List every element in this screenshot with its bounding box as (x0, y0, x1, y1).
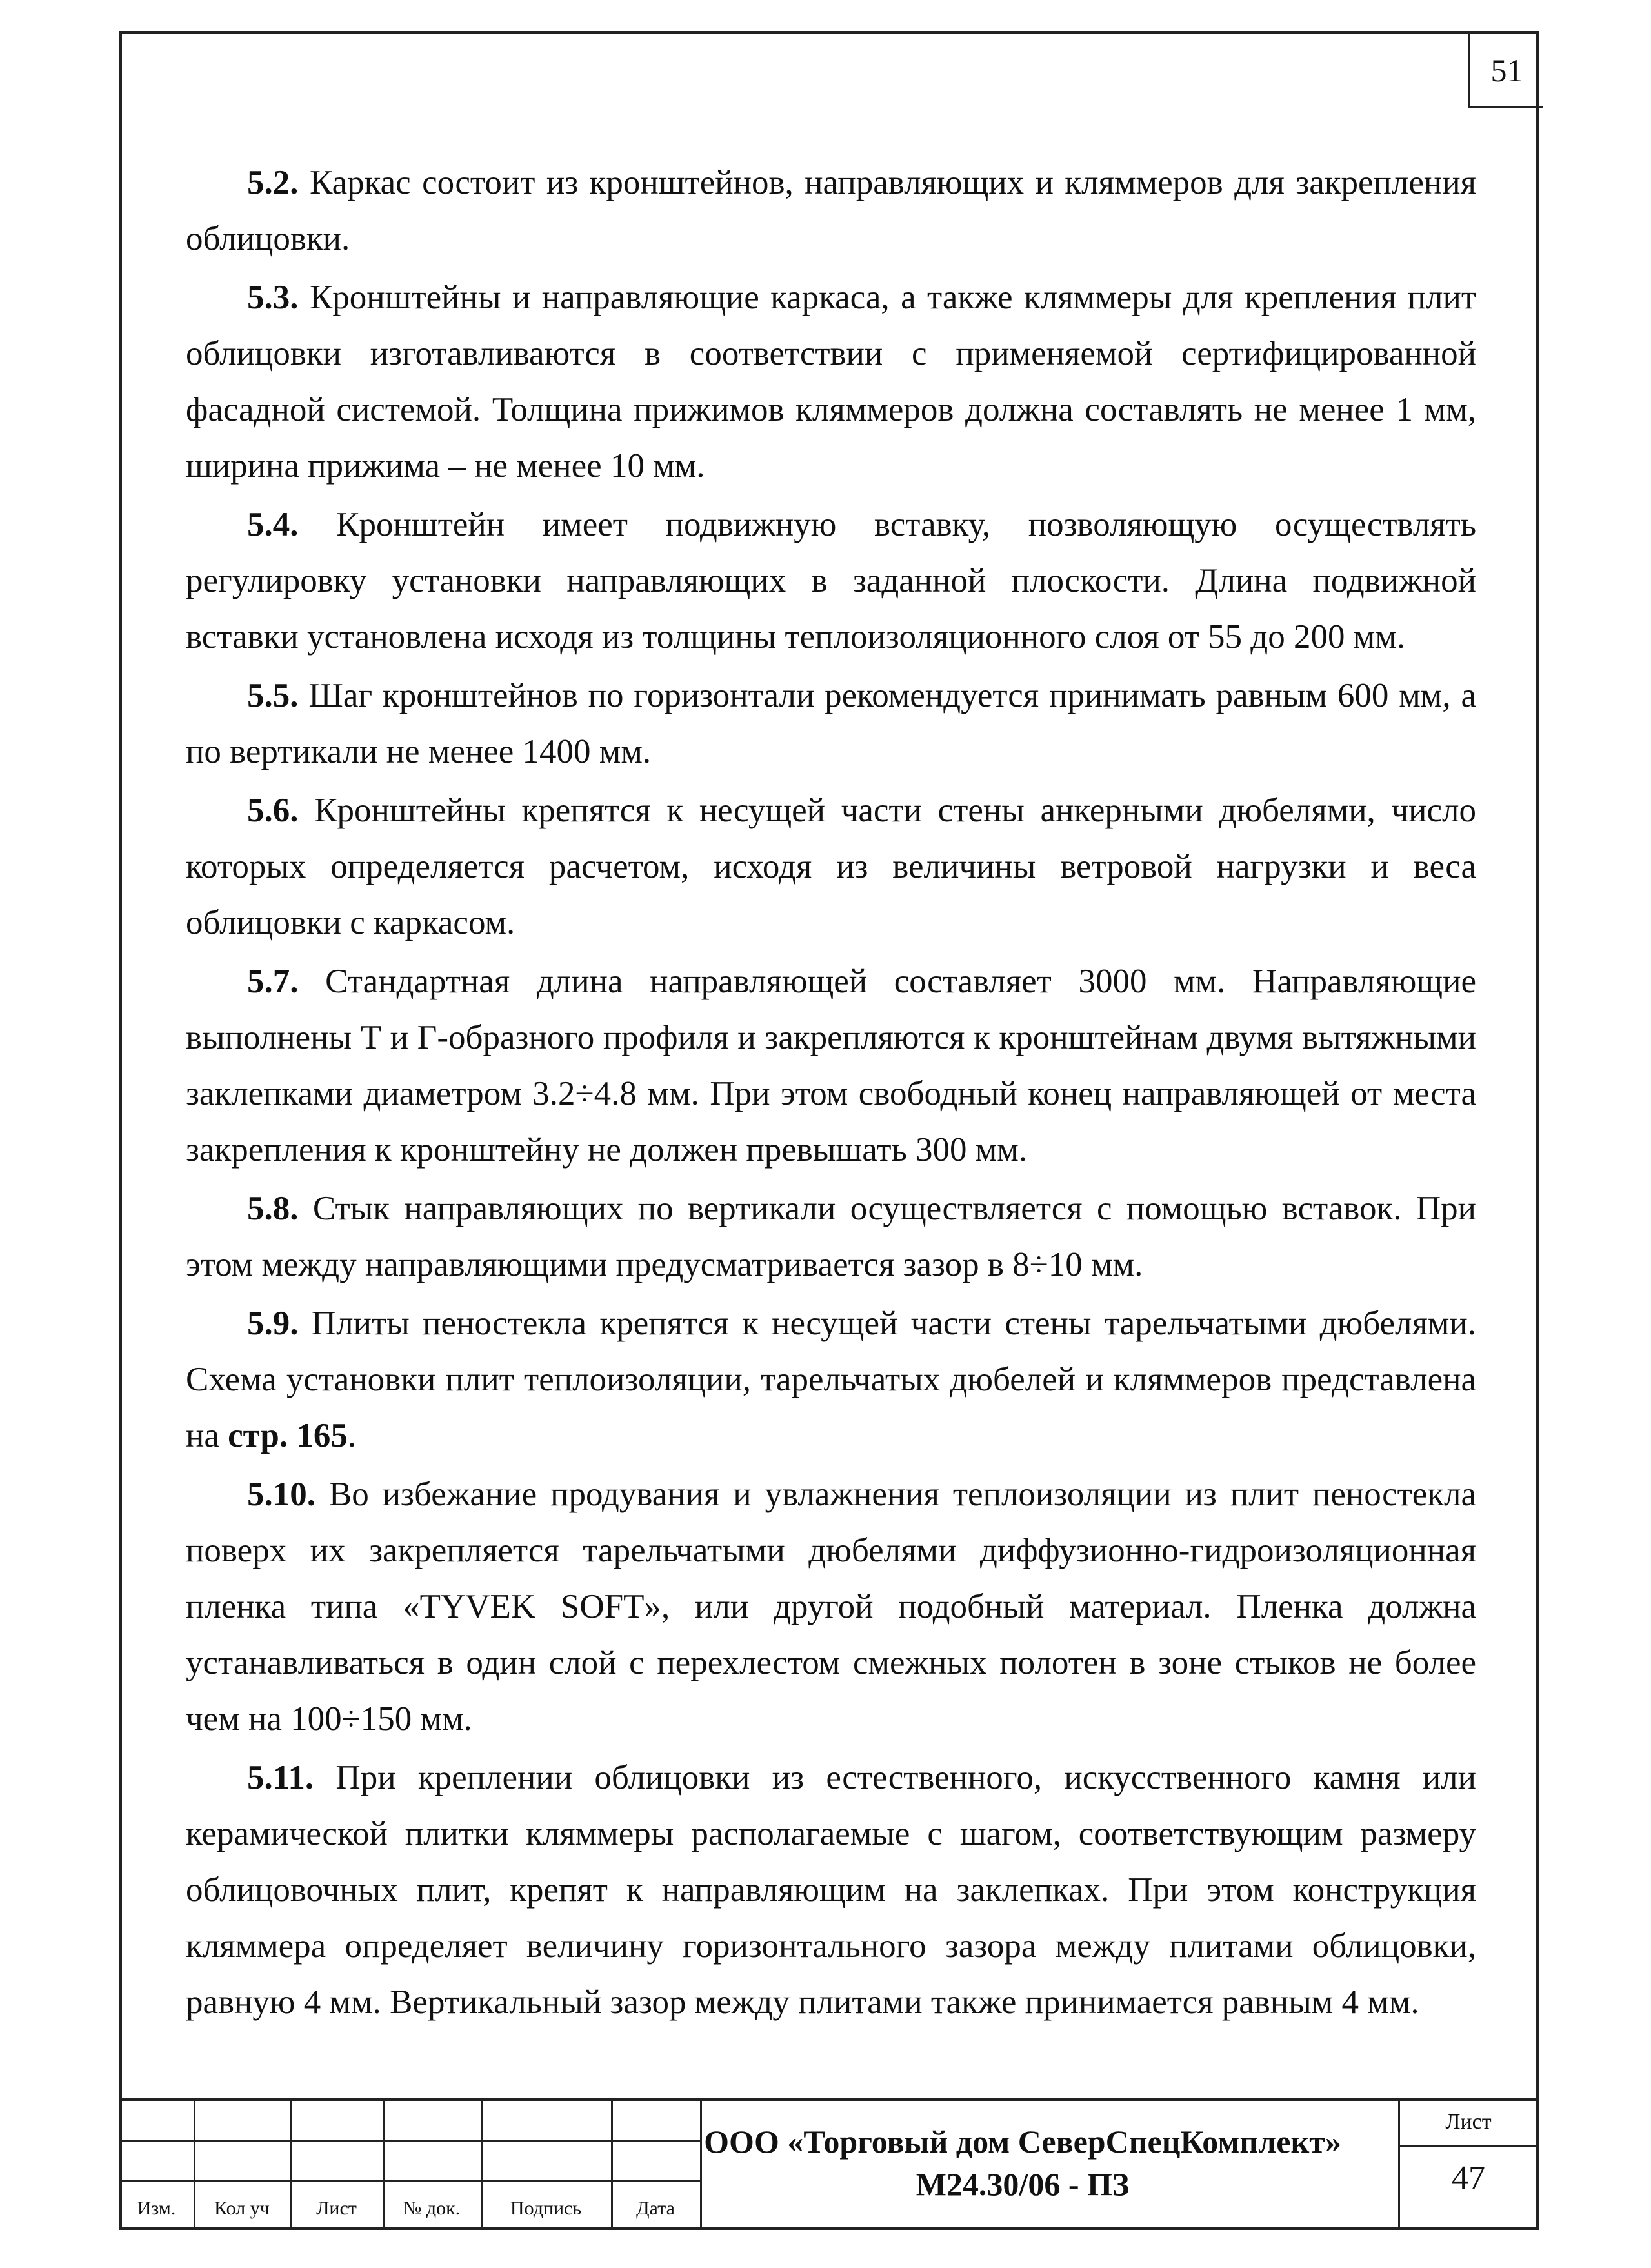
paragraph-5-6 (186, 783, 1476, 951)
grid-line (119, 2140, 700, 2142)
title-block (119, 2098, 1539, 2230)
clause-text: При креплении облицовки из естественного, искусственного камня или керамической плитки кляммеры располагаемые с шагом, соответствующим размеру облицовочных плит, крепят к направляющим на заклепках. При этом конструкция кляммера определяет величину горизонтального зазора между плитами облицовки, равную 4 мм. Вертикальный зазор между плитами также принимается равным 4 мм. (186, 1759, 1476, 2021)
document-code: М24.30/06 - ПЗ (916, 2166, 1130, 2202)
clause-number: 5.11. (247, 1759, 314, 1796)
clause-text: Плиты пеностекла крепятся к несущей части стены тарельчатыми дюбелями. Схема установки плит теплоизоляции, тарельчатых дюбелей и кляммеров представлена на (186, 1305, 1476, 1454)
clause-text: Стандартная длина направляющей составляет 3000 мм. Направляющие выполнены Т и Г-образного профиля и закрепляются к кронштейнам двумя вытяжными заклепками диаметром 3.2÷4.8 мм. При этом свободный конец направляющей от места закрепления к кронштейну не должен превышать 300 мм. (186, 963, 1476, 1169)
clause-number: 5.8. (247, 1190, 299, 1227)
clause-text: Кронштейн имеет подвижную вставку, позволяющую осуществлять регулировку установки направляющих в заданной плоскости. Длина подвижной вставки установлена исходя из толщины теплоизоляционного слоя от 55 до 200 мм. (186, 506, 1476, 656)
clause-text: Во избежание продувания и увлажнения теплоизоляции из плит пеностекла поверх их закрепляется тарельчатыми дюбелями диффузионно-гидроизоляционная пленка типа «TYVEK SOFT», или другой подобный материал. Пленка должна устанавливаться в один слой с перехлестом смежных полотен в зоне стыков не более чем на 100÷150 мм. (186, 1476, 1476, 1738)
paragraph-5-4 (186, 497, 1476, 665)
grid-line (119, 2180, 700, 2182)
paragraph-5-3 (186, 270, 1476, 494)
clause-number: 5.5. (247, 677, 299, 714)
clause-number: 5.2. (247, 164, 299, 201)
organization-block (700, 2120, 1345, 2205)
clause-number: 5.6. (247, 792, 299, 829)
column-doc-no: № док. (403, 2198, 461, 2219)
clause-text: Шаг кронштейнов по горизонтали рекомендуется принимать равным 600 мм, а по вертикали не менее 1400 мм. (186, 677, 1476, 770)
paragraph-5-7 (186, 954, 1476, 1178)
clause-text: Кронштейны крепятся к несущей части стены анкерными дюбелями, число которых определяется расчетом, исходя из величины ветровой нагрузки и веса облицовки с каркасом. (186, 792, 1476, 941)
column-list: Лист (316, 2198, 357, 2219)
paragraph-5-10 (186, 1467, 1476, 1747)
clause-text-tail: . (347, 1417, 357, 1454)
column-kol-uch: Кол уч (214, 2198, 270, 2219)
organization-name: ООО «Торговый дом СеверСпецКомплект» (704, 2123, 1341, 2160)
document-body (186, 155, 1476, 2033)
sheet-number: 47 (1452, 2160, 1485, 2196)
page-corner-number-text: 51 (1490, 52, 1523, 88)
paragraph-5-2 (186, 155, 1476, 267)
grid-line (1398, 2145, 1539, 2147)
clause-number: 5.7. (247, 963, 299, 1000)
sheet-label: Лист (1445, 2110, 1492, 2134)
column-signature: Подпись (510, 2198, 582, 2219)
clause-number: 5.10. (247, 1476, 315, 1513)
clause-text: Каркас состоит из кронштейнов, направляющих и кляммеров для закрепления облицовки. (186, 164, 1476, 257)
clause-number: 5.3. (247, 279, 299, 316)
page-corner-number (1468, 34, 1543, 108)
clause-number: 5.4. (247, 506, 299, 543)
clause-text: Стык направляющих по вертикали осуществляется с помощью вставок. При этом между направляющими предусматривается зазор в 8÷10 мм. (186, 1190, 1476, 1283)
paragraph-5-8 (186, 1181, 1476, 1293)
column-date: Дата (636, 2198, 675, 2219)
paragraph-5-5 (186, 668, 1476, 780)
clause-text: Кронштейны и направляющие каркаса, а также кляммеры для крепления плит облицовки изготавливаются в соответствии с применяемой сертифицированной фасадной системой. Толщина прижимов кляммеров должна составлять не менее 1 мм, ширина прижима – не менее 10 мм. (186, 279, 1476, 485)
clause-number: 5.9. (247, 1305, 299, 1342)
paragraph-5-9 (186, 1296, 1476, 1464)
column-izm: Изм. (137, 2198, 176, 2219)
paragraph-5-11 (186, 1750, 1476, 2031)
page-reference: стр. 165 (228, 1417, 348, 1454)
